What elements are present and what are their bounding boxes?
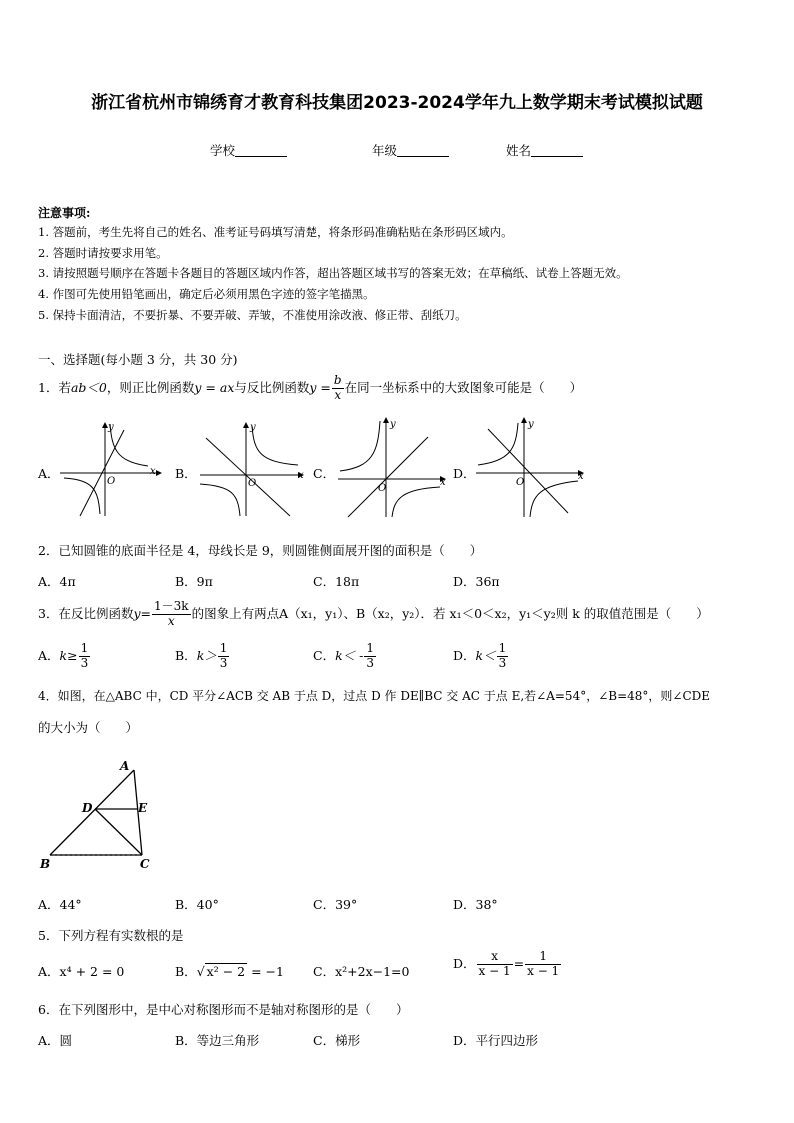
origin-label: O bbox=[248, 478, 257, 489]
q3-c-label: C． bbox=[313, 647, 336, 663]
school-label: 学校 bbox=[210, 143, 236, 158]
q1-frac-den: x bbox=[334, 387, 342, 402]
q1-graph-a bbox=[58, 418, 168, 518]
q5-d-num1: x bbox=[477, 950, 513, 965]
q3-option-c[interactable] bbox=[313, 642, 377, 671]
q5-b-label: B． bbox=[175, 964, 197, 979]
q4-triangle-diagram bbox=[38, 756, 168, 876]
q3-b-den: 3 bbox=[219, 655, 228, 670]
notice-title: 注意事项: bbox=[38, 206, 91, 220]
q6-option-a[interactable]: A．圆 bbox=[38, 1033, 73, 1048]
q2-option-a[interactable]: A．4π bbox=[38, 574, 76, 589]
q2-option-d[interactable]: D．36π bbox=[453, 574, 500, 589]
axis-x-label: x bbox=[298, 470, 304, 481]
q2-option-c[interactable]: C．18π bbox=[313, 574, 360, 589]
q1-frac-num: b bbox=[333, 373, 342, 387]
axis-x-label: x bbox=[440, 477, 446, 488]
q3-c-den: 3 bbox=[366, 655, 374, 670]
q3-c-frac bbox=[364, 642, 376, 671]
q1-option-b[interactable]: B． bbox=[175, 466, 197, 481]
q1-graph-c bbox=[336, 413, 454, 518]
question-4-line1: 4．如图，在△ABC 中，CD 平分∠ACB 交 AB 于点 D，过点 D 作 DE∥BC 交 AC 于点 E,若∠A=54°，∠B=48°，则∠CDE bbox=[38, 689, 711, 703]
q3-d-num: 1 bbox=[498, 641, 507, 655]
notice-item: 1. 答题前，考生先将自己的姓名、准考证号码填写清楚，将条形码准确粘贴在条形码区域内。 bbox=[38, 225, 513, 239]
q3-a-frac bbox=[79, 642, 91, 671]
section-heading: 一、选择题(每小题 3 分，共 30 分) bbox=[38, 352, 238, 367]
name-field bbox=[506, 141, 583, 159]
q3-b-frac bbox=[218, 642, 230, 671]
axis-x-label: x bbox=[150, 466, 156, 477]
origin-label: O bbox=[378, 483, 387, 494]
q5-d-den2: x − 1 bbox=[527, 963, 560, 978]
q1-text: ，则正比例函数 bbox=[106, 379, 195, 395]
q5-b-rest: = −1 bbox=[251, 964, 284, 979]
q3-a-expr: k≥ bbox=[59, 647, 78, 663]
grade-field bbox=[372, 141, 449, 159]
q3-fraction bbox=[152, 600, 191, 629]
origin-label: O bbox=[107, 476, 116, 487]
q3-text: 的图象上有两点 bbox=[191, 605, 280, 621]
q3-frac-den: x bbox=[167, 613, 175, 628]
grade-blank bbox=[397, 144, 449, 157]
q1-fraction bbox=[332, 374, 344, 403]
q5-d-label: D． bbox=[453, 955, 476, 971]
q3-option-b[interactable] bbox=[175, 642, 230, 671]
q1-option-a[interactable]: A． bbox=[38, 466, 60, 481]
q3-option-d[interactable] bbox=[453, 642, 509, 671]
q5-a-label: A． bbox=[38, 964, 60, 979]
q3-c-expr: k＜ - bbox=[335, 647, 364, 663]
q3-d-den: 3 bbox=[498, 655, 507, 670]
notice-item: 4. 作图可先使用铅笔画出，确定后必须用黑色字迹的签字笔描黑。 bbox=[38, 287, 375, 301]
exam-title: 浙江省杭州市锦绣育才教育科技集团2023-2024学年九上数学期末考试模拟试题 bbox=[91, 93, 703, 113]
q1-graph-d bbox=[474, 413, 592, 518]
question-6: 6．在下列图形中，是中心对称图形而不是轴对称图形的是（ ） bbox=[38, 1002, 409, 1017]
q5-d-num2: 1 bbox=[525, 950, 561, 965]
q4-option-c[interactable]: C．39° bbox=[313, 897, 358, 912]
point-a-label: A bbox=[120, 759, 130, 773]
name-blank bbox=[531, 144, 583, 157]
q5-d-frac1 bbox=[477, 950, 513, 979]
q5-d-den1: x − 1 bbox=[478, 963, 511, 978]
axis-y-label: y bbox=[528, 419, 534, 430]
notice-item: 3. 请按照题号顺序在答题卡各题目的答题区域内作答，超出答题区域书写的答案无效；在草稿纸、试卷上答题无效。 bbox=[38, 266, 628, 280]
q1-text: 与反比例函数 bbox=[234, 379, 310, 395]
axis-y-label: y bbox=[250, 422, 256, 433]
point-e-label: E bbox=[138, 801, 148, 815]
grade-label: 年级 bbox=[372, 143, 398, 158]
q3-b-label: B． bbox=[175, 647, 197, 663]
q3-b-num: 1 bbox=[219, 641, 228, 655]
radical-icon: √ bbox=[196, 964, 205, 979]
q5-option-b[interactable] bbox=[175, 962, 284, 980]
axis-y-label: y bbox=[390, 419, 396, 430]
q5-a-expr: x⁴ + 2 = 0 bbox=[59, 964, 125, 979]
q6-option-d[interactable]: D．平行四边形 bbox=[453, 1033, 539, 1048]
notice-item: 2. 答题时请按要求用笔。 bbox=[38, 246, 168, 260]
q3-option-a[interactable] bbox=[38, 642, 91, 671]
q5-c-expr: x²+2x−1=0 bbox=[335, 964, 410, 979]
q3-a-den: 3 bbox=[80, 655, 89, 670]
q3-frac-num: 1－3k bbox=[154, 599, 189, 613]
q6-option-b[interactable]: B．等边三角形 bbox=[175, 1033, 260, 1048]
q3-a-label: A． bbox=[38, 647, 60, 663]
q1-inverse-func: y = bbox=[309, 379, 331, 395]
q5-c-label: C． bbox=[313, 964, 336, 979]
q3-d-frac bbox=[497, 642, 509, 671]
q1-text: 1．若 bbox=[38, 379, 71, 395]
axis-x-label: x bbox=[578, 471, 584, 482]
school-field bbox=[210, 141, 287, 159]
q1-option-d[interactable]: D． bbox=[453, 466, 476, 481]
q5-b-radicand: x² − 2 bbox=[206, 964, 246, 979]
question-4-line2: 的大小为（ ） bbox=[38, 720, 139, 735]
origin-label: O bbox=[516, 477, 525, 488]
q5-d-eq: = bbox=[513, 955, 525, 971]
q3-text: A（x₁，y₁）、B（x₂，y₂）．若 x₁＜0＜x₂，y₁＜y₂则 k 的取值范围是（ ） bbox=[279, 605, 709, 621]
point-b-label: B bbox=[40, 857, 51, 871]
q3-b-expr: k＞ bbox=[196, 647, 217, 663]
q4-option-a[interactable]: A．44° bbox=[38, 897, 82, 912]
q4-option-b[interactable]: B．40° bbox=[175, 897, 219, 912]
q1-linear-func: y = ax bbox=[194, 379, 235, 395]
q1-text: 在同一坐标系中的大致图象可能是（ ） bbox=[344, 379, 583, 395]
q1-condition: ab＜0 bbox=[70, 379, 107, 395]
q4-option-d[interactable]: D．38° bbox=[453, 897, 498, 912]
q3-d-label: D． bbox=[453, 647, 476, 663]
name-label: 姓名 bbox=[506, 143, 532, 158]
q5-option-a[interactable] bbox=[38, 962, 124, 980]
q3-c-num: 1 bbox=[366, 641, 374, 655]
point-c-label: C bbox=[140, 857, 150, 871]
q3-d-expr: k＜ bbox=[475, 647, 496, 663]
question-5: 5．下列方程有实数根的是 bbox=[38, 928, 184, 943]
question-1 bbox=[38, 374, 582, 403]
axis-y-label: y bbox=[108, 422, 114, 433]
school-blank bbox=[235, 144, 287, 157]
q5-option-c[interactable] bbox=[313, 962, 409, 980]
point-d-label: D bbox=[82, 801, 93, 815]
q1-option-c[interactable]: C． bbox=[313, 466, 336, 481]
q2-option-b[interactable]: B．9π bbox=[175, 574, 213, 589]
q3-text: 3．在反比例函数 bbox=[38, 605, 134, 621]
question-3 bbox=[38, 600, 709, 629]
q5-option-d[interactable] bbox=[453, 950, 562, 979]
q6-option-c[interactable]: C．梯形 bbox=[313, 1033, 361, 1048]
q1-graph-b bbox=[198, 418, 310, 518]
q5-d-frac2 bbox=[525, 950, 561, 979]
question-2: 2．已知圆锥的底面半径是 4，母线长是 9，则圆锥侧面展开图的面积是（ ） bbox=[38, 543, 483, 558]
notice-item: 5. 保持卡面清洁，不要折暴、不要弄破、弄皱，不准使用涂改液、修正带、刮纸刀。 bbox=[38, 308, 467, 322]
q3-a-num: 1 bbox=[80, 641, 89, 655]
q3-func: y= bbox=[133, 605, 152, 621]
